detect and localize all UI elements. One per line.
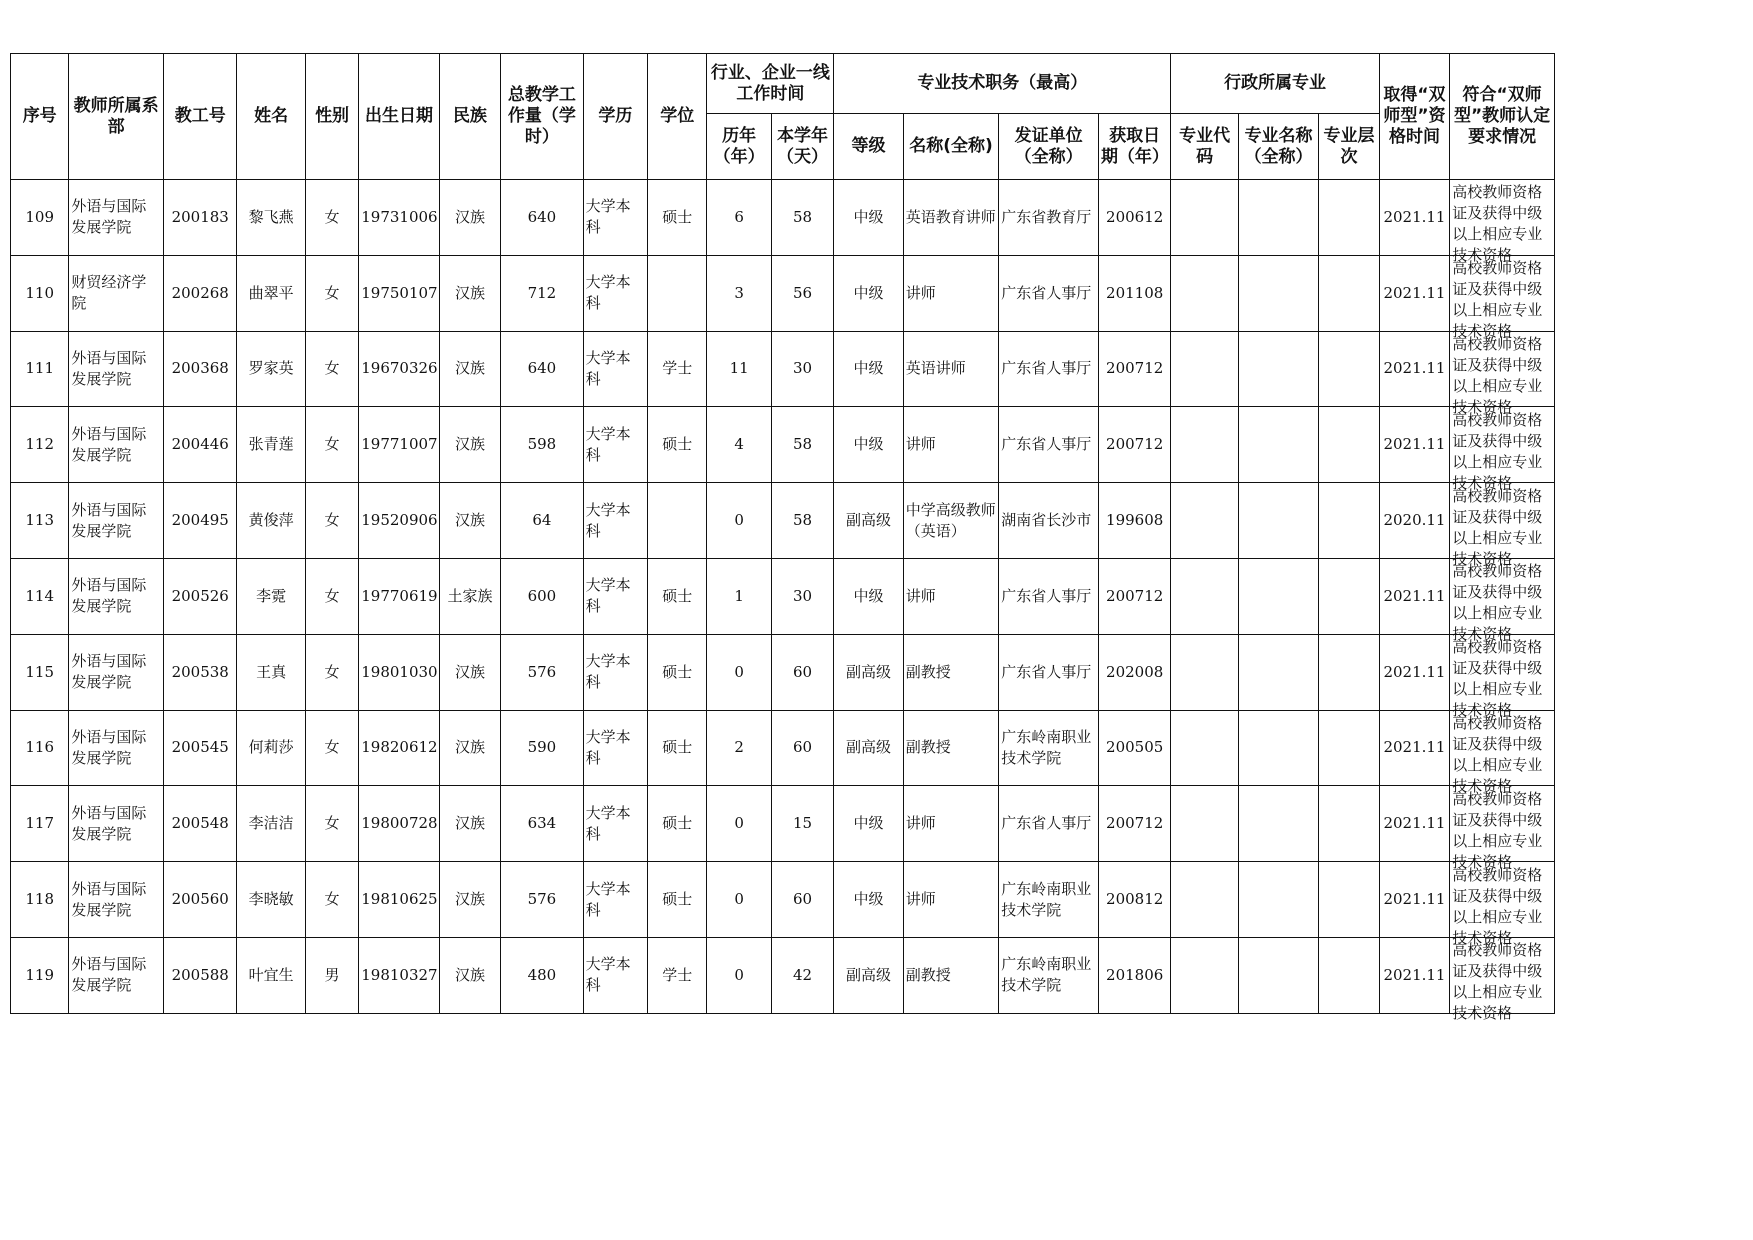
cell-staff-id: 200268 [163, 255, 236, 331]
cell-workload: 576 [501, 862, 584, 938]
cell-industry-years: 0 [707, 786, 771, 862]
cell-dept: 财贸经济学院 [69, 255, 164, 331]
cell-degree: 硕士 [648, 558, 707, 634]
cell-major-name [1238, 634, 1319, 710]
cell-gender: 女 [305, 407, 358, 483]
cell-seq: 115 [11, 634, 69, 710]
header-admin-group: 行政所属专业 [1171, 54, 1379, 114]
cell-cert-time: 2021.11 [1379, 255, 1449, 331]
cell-birth: 19800728 [359, 786, 440, 862]
cell-major-level [1319, 331, 1379, 407]
cell-industry-years: 4 [707, 407, 771, 483]
cell-education: 大学本科 [583, 483, 647, 559]
cell-ethnicity: 土家族 [439, 558, 500, 634]
cell-major-level [1319, 180, 1379, 256]
cell-major-level [1319, 710, 1379, 786]
cell-title-issuer: 广东省人事厅 [999, 634, 1099, 710]
cell-degree: 硕士 [648, 710, 707, 786]
header-title-issuer [999, 114, 1099, 180]
table-row [11, 558, 1555, 634]
cell-cert-time: 2021.11 [1379, 558, 1449, 634]
cell-requirement [1450, 180, 1555, 265]
table-row [11, 255, 1555, 331]
cell-title-date: 201806 [1098, 937, 1170, 1013]
cell-ethnicity: 汉族 [439, 634, 500, 710]
cell-title-level: 中级 [834, 255, 903, 331]
cell-title-name: 讲师 [903, 786, 999, 862]
cell-title-issuer: 广东省教育厅 [999, 180, 1099, 256]
cell-industry-days: 56 [771, 255, 833, 331]
cell-staff-id: 200446 [163, 407, 236, 483]
cell-title-issuer: 广东岭南职业技术学院 [999, 710, 1099, 786]
cell-birth: 19810327 [359, 937, 440, 1013]
cell-ethnicity: 汉族 [439, 786, 500, 862]
cell-workload: 576 [501, 634, 584, 710]
cell-cert-time: 2021.11 [1379, 634, 1449, 710]
cell-cert-time: 2021.11 [1379, 331, 1449, 407]
header-major-level [1319, 114, 1379, 180]
cell-title-name: 中学高级教师（英语） [903, 483, 999, 559]
cell-education: 大学本科 [583, 255, 647, 331]
cell-workload: 480 [501, 937, 584, 1013]
cell-dept: 外语与国际发展学院 [69, 710, 164, 786]
cell-name: 何莉莎 [237, 710, 305, 786]
cell-gender: 女 [305, 255, 358, 331]
cell-seq: 109 [11, 180, 69, 256]
cell-title-level: 中级 [834, 786, 903, 862]
cell-major-name [1238, 331, 1319, 407]
header-title-level [834, 114, 903, 180]
cell-requirement [1450, 710, 1555, 795]
cell-dept: 外语与国际发展学院 [69, 407, 164, 483]
cell-education: 大学本科 [583, 634, 647, 710]
table-row [11, 331, 1555, 407]
cell-major-level [1319, 634, 1379, 710]
cell-ethnicity: 汉族 [439, 710, 500, 786]
header-industry-days [771, 114, 833, 180]
header-ethnicity: 民族 [439, 54, 500, 180]
cell-gender: 女 [305, 710, 358, 786]
cell-birth: 19801030 [359, 634, 440, 710]
cell-staff-id: 200548 [163, 786, 236, 862]
cell-degree: 硕士 [648, 862, 707, 938]
cell-requirement-text: 高校教师资格证及获得中级以上相应专业技术资格 [1452, 334, 1543, 416]
cell-title-issuer: 广东省人事厅 [999, 407, 1099, 483]
cell-major-code [1171, 862, 1238, 938]
cell-gender: 女 [305, 558, 358, 634]
cell-title-name: 副教授 [903, 634, 999, 710]
cell-industry-years: 0 [707, 634, 771, 710]
cell-seq: 113 [11, 483, 69, 559]
cell-staff-id: 200545 [163, 710, 236, 786]
cell-title-level: 中级 [834, 331, 903, 407]
cell-industry-days: 58 [771, 407, 833, 483]
header-requirement: 符合“双师型”教师认定要求情况 [1450, 54, 1555, 180]
cell-gender: 女 [305, 634, 358, 710]
cell-title-level: 中级 [834, 558, 903, 634]
cell-major-code [1171, 710, 1238, 786]
cell-title-issuer: 广东岭南职业技术学院 [999, 937, 1099, 1013]
header-gender: 性别 [305, 54, 358, 180]
cell-industry-days: 60 [771, 710, 833, 786]
cell-major-level [1319, 558, 1379, 634]
cell-ethnicity: 汉族 [439, 483, 500, 559]
cell-title-name: 英语讲师 [903, 331, 999, 407]
cell-major-code [1171, 937, 1238, 1013]
cell-name: 李晓敏 [237, 862, 305, 938]
cell-workload: 590 [501, 710, 584, 786]
cell-title-issuer: 广东省人事厅 [999, 786, 1099, 862]
cell-major-level [1319, 407, 1379, 483]
cell-major-level [1319, 786, 1379, 862]
cell-workload: 712 [501, 255, 584, 331]
cell-education: 大学本科 [583, 710, 647, 786]
header-major-name [1238, 114, 1319, 180]
cell-gender: 女 [305, 180, 358, 256]
cell-degree: 硕士 [648, 786, 707, 862]
cell-name: 李洁洁 [237, 786, 305, 862]
cell-name: 叶宜生 [237, 937, 305, 1013]
cell-workload: 640 [501, 180, 584, 256]
header-title-date [1098, 114, 1170, 180]
cell-title-level: 副高级 [834, 634, 903, 710]
cell-industry-years: 2 [707, 710, 771, 786]
cell-dept: 外语与国际发展学院 [69, 180, 164, 256]
cell-industry-years: 3 [707, 255, 771, 331]
cell-education: 大学本科 [583, 558, 647, 634]
cell-seq: 119 [11, 937, 69, 1013]
cell-staff-id: 200368 [163, 331, 236, 407]
cell-staff-id: 200526 [163, 558, 236, 634]
cell-degree: 学士 [648, 937, 707, 1013]
cell-seq: 114 [11, 558, 69, 634]
cell-major-code [1171, 483, 1238, 559]
cell-degree [648, 483, 707, 559]
cell-birth: 19520906 [359, 483, 440, 559]
cell-title-level: 中级 [834, 180, 903, 256]
cell-industry-years: 11 [707, 331, 771, 407]
cell-workload: 634 [501, 786, 584, 862]
header-title-name [903, 114, 999, 180]
cell-major-name [1238, 710, 1319, 786]
header-title-level-text: 等级 [851, 136, 886, 156]
cell-dept: 外语与国际发展学院 [69, 558, 164, 634]
cell-major-code [1171, 407, 1238, 483]
cell-title-name: 讲师 [903, 558, 999, 634]
header-major-code [1171, 114, 1238, 180]
header-dept: 教师所属系部 [69, 54, 164, 180]
cell-industry-days: 42 [771, 937, 833, 1013]
teacher-table [10, 53, 1555, 1023]
cell-ethnicity: 汉族 [439, 937, 500, 1013]
cell-ethnicity: 汉族 [439, 331, 500, 407]
cell-dept: 外语与国际发展学院 [69, 786, 164, 862]
cell-birth: 19750107 [359, 255, 440, 331]
cell-title-name: 讲师 [903, 407, 999, 483]
cell-education: 大学本科 [583, 937, 647, 1013]
cell-title-date: 201108 [1098, 255, 1170, 331]
cell-requirement [1450, 483, 1555, 568]
cell-industry-days: 60 [771, 634, 833, 710]
cell-title-date: 200712 [1098, 407, 1170, 483]
cell-major-level [1319, 483, 1379, 559]
cell-gender: 男 [305, 937, 358, 1013]
cell-dept: 外语与国际发展学院 [69, 331, 164, 407]
cell-major-level [1319, 862, 1379, 938]
cell-degree [648, 255, 707, 331]
cell-major-code [1171, 180, 1238, 256]
cell-industry-days: 58 [771, 180, 833, 256]
teacher-table-sheet [10, 53, 1555, 1023]
cell-requirement-text: 高校教师资格证及获得中级以上相应专业技术资格 [1452, 638, 1543, 720]
cell-ethnicity: 汉族 [439, 180, 500, 256]
cell-major-code [1171, 255, 1238, 331]
cell-title-issuer: 广东岭南职业技术学院 [999, 862, 1099, 938]
cell-workload: 600 [501, 558, 584, 634]
cell-requirement [1450, 862, 1555, 947]
cell-degree: 硕士 [648, 180, 707, 256]
cell-dept: 外语与国际发展学院 [69, 634, 164, 710]
cell-degree: 硕士 [648, 407, 707, 483]
cell-seq: 112 [11, 407, 69, 483]
cell-title-date: 200712 [1098, 331, 1170, 407]
header-staff-id: 教工号 [163, 54, 236, 180]
cell-industry-years: 1 [707, 558, 771, 634]
cell-dept: 外语与国际发展学院 [69, 483, 164, 559]
cell-industry-days: 60 [771, 862, 833, 938]
cell-title-issuer: 广东省人事厅 [999, 255, 1099, 331]
cell-requirement-text: 高校教师资格证及获得中级以上相应专业技术资格 [1452, 410, 1543, 492]
cell-title-issuer: 广东省人事厅 [999, 558, 1099, 634]
header-title-group: 专业技术职务（最高） [834, 54, 1171, 114]
cell-cert-time: 2021.11 [1379, 786, 1449, 862]
header-major-name-text: 专业名称（全称） [1244, 125, 1313, 167]
table-header [11, 54, 1555, 180]
cell-workload: 598 [501, 407, 584, 483]
cell-title-issuer: 湖南省长沙市 [999, 483, 1099, 559]
table-row [11, 862, 1555, 938]
cell-title-date: 200712 [1098, 786, 1170, 862]
header-industry-years [707, 114, 771, 180]
cell-degree: 学士 [648, 331, 707, 407]
cell-title-level: 副高级 [834, 937, 903, 1013]
cell-gender: 女 [305, 331, 358, 407]
cell-title-date: 200612 [1098, 180, 1170, 256]
cell-seq: 116 [11, 710, 69, 786]
table-row [11, 180, 1555, 256]
cell-requirement [1450, 937, 1555, 1023]
cell-major-name [1238, 407, 1319, 483]
cell-major-name [1238, 937, 1319, 1013]
cell-title-level: 中级 [834, 862, 903, 938]
cell-birth: 19770619 [359, 558, 440, 634]
header-name: 姓名 [237, 54, 305, 180]
cell-major-code [1171, 786, 1238, 862]
table-row [11, 786, 1555, 862]
cell-requirement-text: 高校教师资格证及获得中级以上相应专业技术资格 [1452, 941, 1543, 1023]
cell-requirement-text: 高校教师资格证及获得中级以上相应专业技术资格 [1452, 789, 1543, 871]
cell-seq: 110 [11, 255, 69, 331]
cell-requirement-text: 高校教师资格证及获得中级以上相应专业技术资格 [1452, 183, 1543, 265]
cell-birth: 19771007 [359, 407, 440, 483]
cell-name: 黎飞燕 [237, 180, 305, 256]
cell-title-name: 副教授 [903, 710, 999, 786]
cell-cert-time: 2020.11 [1379, 483, 1449, 559]
table-row [11, 634, 1555, 710]
cell-requirement-text: 高校教师资格证及获得中级以上相应专业技术资格 [1452, 259, 1543, 341]
cell-workload: 64 [501, 483, 584, 559]
header-industry-years-text: 历年（年） [713, 125, 765, 167]
cell-major-code [1171, 331, 1238, 407]
header-birth: 出生日期 [359, 54, 440, 180]
header-cert-time: 取得“双师型”资格时间 [1379, 54, 1449, 180]
cell-requirement [1450, 407, 1555, 492]
table-body [11, 180, 1555, 1023]
cell-requirement [1450, 786, 1555, 871]
header-title-issuer-text: 发证单位（全称） [1014, 125, 1083, 167]
cell-industry-days: 58 [771, 483, 833, 559]
cell-title-date: 200505 [1098, 710, 1170, 786]
cell-staff-id: 200183 [163, 180, 236, 256]
header-major-level-text: 专业层次 [1323, 125, 1375, 167]
cell-education: 大学本科 [583, 180, 647, 256]
cell-industry-days: 15 [771, 786, 833, 862]
cell-requirement [1450, 255, 1555, 341]
cell-seq: 111 [11, 331, 69, 407]
cell-industry-years: 0 [707, 862, 771, 938]
cell-major-level [1319, 255, 1379, 331]
cell-industry-days: 30 [771, 558, 833, 634]
cell-cert-time: 2021.11 [1379, 180, 1449, 256]
cell-title-date: 200812 [1098, 862, 1170, 938]
cell-major-level [1319, 937, 1379, 1013]
cell-name: 罗家英 [237, 331, 305, 407]
cell-education: 大学本科 [583, 862, 647, 938]
header-seq: 序号 [11, 54, 69, 180]
cell-birth: 19810625 [359, 862, 440, 938]
cell-seq: 118 [11, 862, 69, 938]
cell-title-date: 199608 [1098, 483, 1170, 559]
cell-staff-id: 200495 [163, 483, 236, 559]
cell-major-code [1171, 634, 1238, 710]
cell-name: 张青莲 [237, 407, 305, 483]
cell-staff-id: 200538 [163, 634, 236, 710]
cell-ethnicity: 汉族 [439, 862, 500, 938]
cell-staff-id: 200560 [163, 862, 236, 938]
cell-major-name [1238, 862, 1319, 938]
cell-title-name: 讲师 [903, 255, 999, 331]
cell-cert-time: 2021.11 [1379, 710, 1449, 786]
cell-title-issuer: 广东省人事厅 [999, 331, 1099, 407]
table-row [11, 937, 1555, 1013]
cell-staff-id: 200588 [163, 937, 236, 1013]
cell-requirement-text: 高校教师资格证及获得中级以上相应专业技术资格 [1452, 562, 1543, 644]
cell-requirement-text: 高校教师资格证及获得中级以上相应专业技术资格 [1452, 486, 1543, 568]
header-major-code-text: 专业代码 [1179, 125, 1231, 167]
cell-major-name [1238, 558, 1319, 634]
cell-major-code [1171, 558, 1238, 634]
cell-gender: 女 [305, 862, 358, 938]
header-education: 学历 [583, 54, 647, 180]
cell-cert-time: 2021.11 [1379, 407, 1449, 483]
cell-dept: 外语与国际发展学院 [69, 862, 164, 938]
cell-industry-years: 0 [707, 937, 771, 1013]
cell-requirement [1450, 331, 1555, 416]
cell-birth: 19731006 [359, 180, 440, 256]
cell-requirement [1450, 558, 1555, 644]
cell-title-name: 副教授 [903, 937, 999, 1013]
cell-title-name: 讲师 [903, 862, 999, 938]
cell-requirement-text: 高校教师资格证及获得中级以上相应专业技术资格 [1452, 865, 1543, 947]
cell-gender: 女 [305, 786, 358, 862]
cell-requirement [1450, 634, 1555, 720]
cell-ethnicity: 汉族 [439, 407, 500, 483]
cell-title-level: 副高级 [834, 710, 903, 786]
cell-birth: 19670326 [359, 331, 440, 407]
cell-education: 大学本科 [583, 786, 647, 862]
cell-cert-time: 2021.11 [1379, 862, 1449, 938]
cell-title-name: 英语教育讲师 [903, 180, 999, 256]
header-degree: 学位 [648, 54, 707, 180]
cell-education: 大学本科 [583, 331, 647, 407]
cell-name: 黄俊萍 [237, 483, 305, 559]
cell-title-date: 202008 [1098, 634, 1170, 710]
cell-name: 李霓 [237, 558, 305, 634]
cell-name: 王真 [237, 634, 305, 710]
table-row [11, 483, 1555, 559]
header-workload: 总教学工作量（学时） [501, 54, 584, 180]
cell-title-level: 中级 [834, 407, 903, 483]
cell-title-level: 副高级 [834, 483, 903, 559]
cell-requirement-text: 高校教师资格证及获得中级以上相应专业技术资格 [1452, 713, 1543, 795]
cell-industry-years: 6 [707, 180, 771, 256]
cell-seq: 117 [11, 786, 69, 862]
header-title-date-text: 获取日期（年） [1100, 125, 1169, 167]
cell-name: 曲翠平 [237, 255, 305, 331]
table-row [11, 407, 1555, 483]
cell-degree: 硕士 [648, 634, 707, 710]
cell-major-name [1238, 483, 1319, 559]
cell-dept: 外语与国际发展学院 [69, 937, 164, 1013]
cell-workload: 640 [501, 331, 584, 407]
cell-industry-years: 0 [707, 483, 771, 559]
cell-major-name [1238, 255, 1319, 331]
cell-education: 大学本科 [583, 407, 647, 483]
cell-cert-time: 2021.11 [1379, 937, 1449, 1013]
cell-ethnicity: 汉族 [439, 255, 500, 331]
header-title-name-text: 名称(全称) [909, 136, 993, 156]
header-industry-days-text: 本学年（天） [777, 125, 829, 167]
table-row [11, 710, 1555, 786]
cell-major-name [1238, 180, 1319, 256]
header-industry-group: 行业、企业一线工作时间 [707, 54, 834, 114]
cell-industry-days: 30 [771, 331, 833, 407]
cell-gender: 女 [305, 483, 358, 559]
cell-major-name [1238, 786, 1319, 862]
cell-title-date: 200712 [1098, 558, 1170, 634]
cell-birth: 19820612 [359, 710, 440, 786]
